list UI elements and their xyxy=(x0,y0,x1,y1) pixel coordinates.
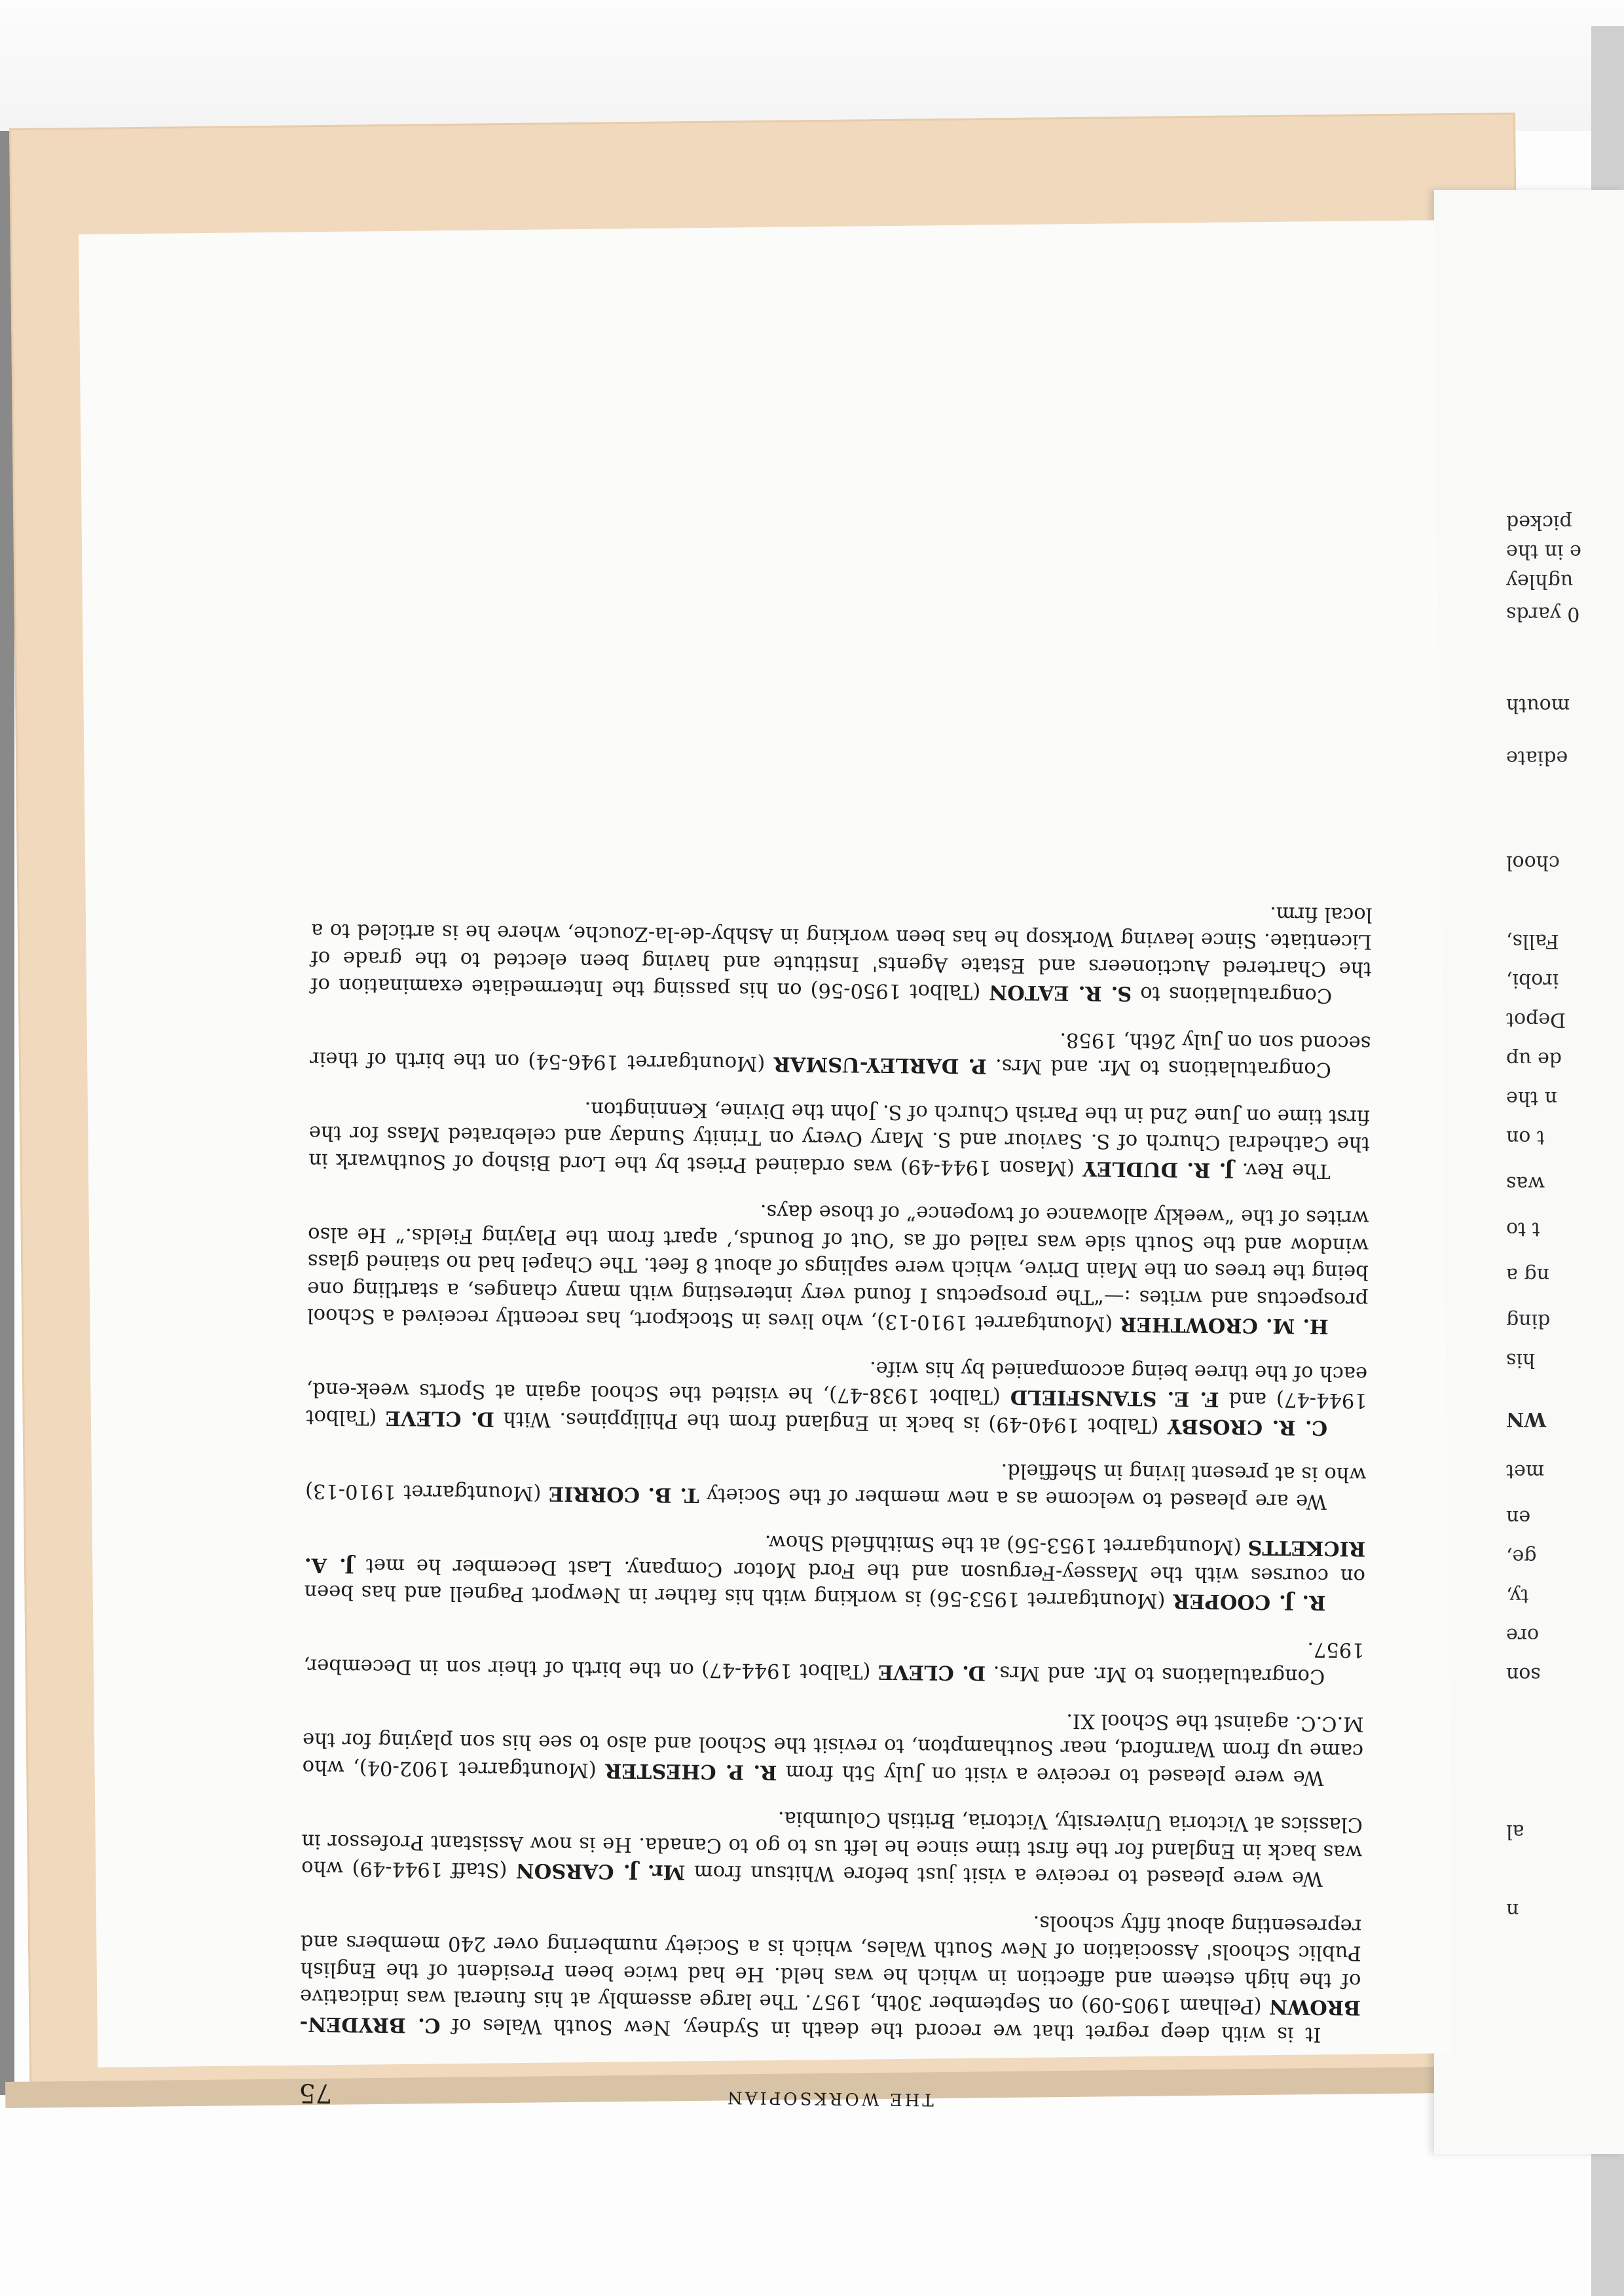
person-name: R. P. CHESTER xyxy=(604,1758,777,1785)
note-text: We were pleased to receive a visit just before Whitsun from xyxy=(685,1861,1323,1891)
facing-page-fragment: chool xyxy=(1506,851,1560,874)
note-crowther xyxy=(307,1194,1369,1340)
facing-page-fragment: was xyxy=(1506,1172,1545,1195)
facing-page-fragment: e in the xyxy=(1506,540,1581,563)
facing-page-fragment: Depot xyxy=(1506,1008,1566,1031)
note-text: We are pleased to welcome as a new member of the Society xyxy=(699,1483,1327,1513)
person-name: J. A. RICKETTS xyxy=(304,1536,1366,1578)
note-crosby xyxy=(306,1349,1367,1441)
facing-page-fragment: ty, xyxy=(1506,1584,1529,1607)
facing-page-fragment: ge, xyxy=(1506,1545,1537,1568)
note-darley-usmar xyxy=(310,1018,1371,1084)
person-name: R. J. COOPER xyxy=(1173,1589,1326,1615)
facing-page-fragment: WN xyxy=(1506,1408,1547,1430)
note-text: It is with deep regret that we record the death in Sydney, New South Wales of xyxy=(440,2013,1321,2046)
note-text: (Talbot 1938-47), he visited the School again at Sports week-end, each of the three being accompanied by his wife. xyxy=(306,1357,1368,1409)
facing-page-fragment: ore xyxy=(1506,1624,1540,1647)
note-text: (Mountgarret 1910-13) who is at present living in Sheffield. xyxy=(304,1459,1367,1505)
person-name: D. CLEVE xyxy=(385,1406,495,1431)
journal-title: THE WORKSOPIAN xyxy=(724,2087,934,2109)
person-name: F. E. STANSFIELD xyxy=(1010,1385,1219,1412)
note-text: (Mason 1944-49) was ordained Priest by the Lord Bishop of Southwark in the Cathedral Church of S. Saviour and S. Mary Overy on Trinity Sunday and celebrated Mass for the first time on June 2nd in the Parish Church of S. John the Divine, Kennington. xyxy=(308,1097,1371,1180)
note-carson xyxy=(301,1800,1363,1892)
facing-page-fragment: son xyxy=(1506,1663,1541,1686)
person-name: D. CLEVE xyxy=(877,1660,986,1685)
facing-page-fragment: Falls, xyxy=(1506,930,1559,953)
note-cleve-birth xyxy=(303,1625,1365,1690)
note-text: (Talbot 1944-47) and xyxy=(306,1387,1367,1429)
note-bryden-brown xyxy=(299,1901,1361,2048)
facing-page-fragment: mouth xyxy=(1506,694,1570,717)
note-text: (Talbot 1940-49) is back in England from the Philippines. With xyxy=(494,1407,1168,1438)
facing-page-fragment: met xyxy=(1506,1460,1545,1483)
note-text: Congratulations to Mr. and Mrs. xyxy=(986,1054,1332,1082)
note-text: (Mountgarret 1910-13), who lives in Stockport, has recently received a School prospectus and writes :—“The prospectus I found very interesting with many changes, a startling one being the trees on the Main Drive, which were saplings of about 8 feet. The Chapel had no stained glass window and the South side was railed off as ‘Out of Bounds,’ apart from the Playing Fields.” He also writes of the “weekly allowance of twopence” of those days. xyxy=(306,1200,1369,1336)
note-text: (Talbot 1950-56) on his passing the Intermediate examination of the Chartered Auctioneers and Estate Agents' Institute and having been elected to the grade of Licentiate. Since leaving Worksop he has been working in Ashby-de-la-Zouche, where he is articled to a local firm. xyxy=(310,902,1373,1004)
person-name: Mr. J. CARSON xyxy=(515,1859,686,1885)
person-name: H. M. CROWTHER xyxy=(1120,1313,1329,1339)
notes-list xyxy=(299,890,1372,2048)
person-name: S. R. EATON xyxy=(989,980,1132,1006)
facing-page-fragment: n xyxy=(1506,1899,1519,1922)
scan-top-strip xyxy=(0,0,1624,131)
note-text: The Rev. xyxy=(1234,1158,1331,1182)
person-name: J. R. DUDLEY xyxy=(1082,1156,1234,1182)
note-text: (Pelham 1905-09) on September 30th, 1957. The large assembly at his funeral was indicative of the high esteem and affection in which he was held. He had twice been President of the English Public Schools' Association of New South Wales, which is a Society numbering over 240 members and representing about fifty schools. xyxy=(299,1911,1362,2018)
note-chester xyxy=(302,1699,1363,1791)
note-text: (Staff 1944-49) who was back in England for the first time since he left us to go to Canada. He is now Assistant Professor in Classics at Victoria University, Victoria, British Columbia. xyxy=(301,1807,1363,1882)
person-name: T. B. CORRIE xyxy=(548,1482,699,1507)
facing-page-fragment: t to xyxy=(1506,1218,1540,1241)
facing-page-fragment: en xyxy=(1506,1506,1531,1529)
note-text: (Mountgarret 1953-56) is working with his father in Newport Pagnell and has been on courses with the Massey-Ferguson and the Ford Motor Company. Last December he met xyxy=(304,1554,1366,1613)
note-text: Congratulations to Mr. and Mrs. xyxy=(986,1661,1325,1688)
facing-page-fragment: t on xyxy=(1506,1126,1545,1149)
page-number: 75 xyxy=(299,2077,333,2108)
person-name: C. BRYDEN-BROWN xyxy=(299,1995,1361,2037)
facing-page-fragment: ng a xyxy=(1506,1264,1549,1286)
note-text: (Mountgarret 1946-54) on the birth of their second son on July 26th, 1958. xyxy=(309,1028,1371,1076)
facing-page-fragment: ediate xyxy=(1506,746,1568,769)
facing-page-fragment: ughley xyxy=(1506,570,1574,592)
note-cooper xyxy=(304,1523,1365,1616)
facing-page-fragment: picked xyxy=(1506,511,1572,534)
facing-page-fragment: n the xyxy=(1506,1087,1557,1110)
note-text: Congratulations to xyxy=(1132,982,1333,1008)
facing-page-fragment: al xyxy=(1506,1820,1524,1843)
note-text: (Mountgarret 1953-56) at the Smithfield Show. xyxy=(764,1531,1248,1559)
page-content-upside-down xyxy=(299,388,1377,2114)
note-corrie xyxy=(305,1450,1367,1516)
note-text: (Mountgarret 1902-04), who came up from Warnford, near Southampton, to revisit the School and also to see his son playing for the M.C.C. against the School XI. xyxy=(302,1709,1364,1782)
facing-page-fragment: ding xyxy=(1506,1309,1551,1332)
note-text: We were pleased to receive a visit on July 5th from xyxy=(777,1760,1324,1789)
person-name: P. DARLEY-USMAR xyxy=(773,1052,987,1078)
note-dudley xyxy=(308,1092,1370,1184)
note-text: (Talbot 1944-47) on the birth of their son in December, 1957. xyxy=(303,1637,1365,1684)
facing-page-fragment: irobi, xyxy=(1506,969,1559,992)
note-eaton xyxy=(310,890,1373,1010)
facing-page-fragment: de up xyxy=(1506,1048,1562,1070)
facing-page-fragment: 0 yards xyxy=(1506,602,1580,625)
person-name: C. R. CROSBY xyxy=(1167,1414,1328,1440)
facing-page-fragment: his xyxy=(1506,1349,1536,1372)
